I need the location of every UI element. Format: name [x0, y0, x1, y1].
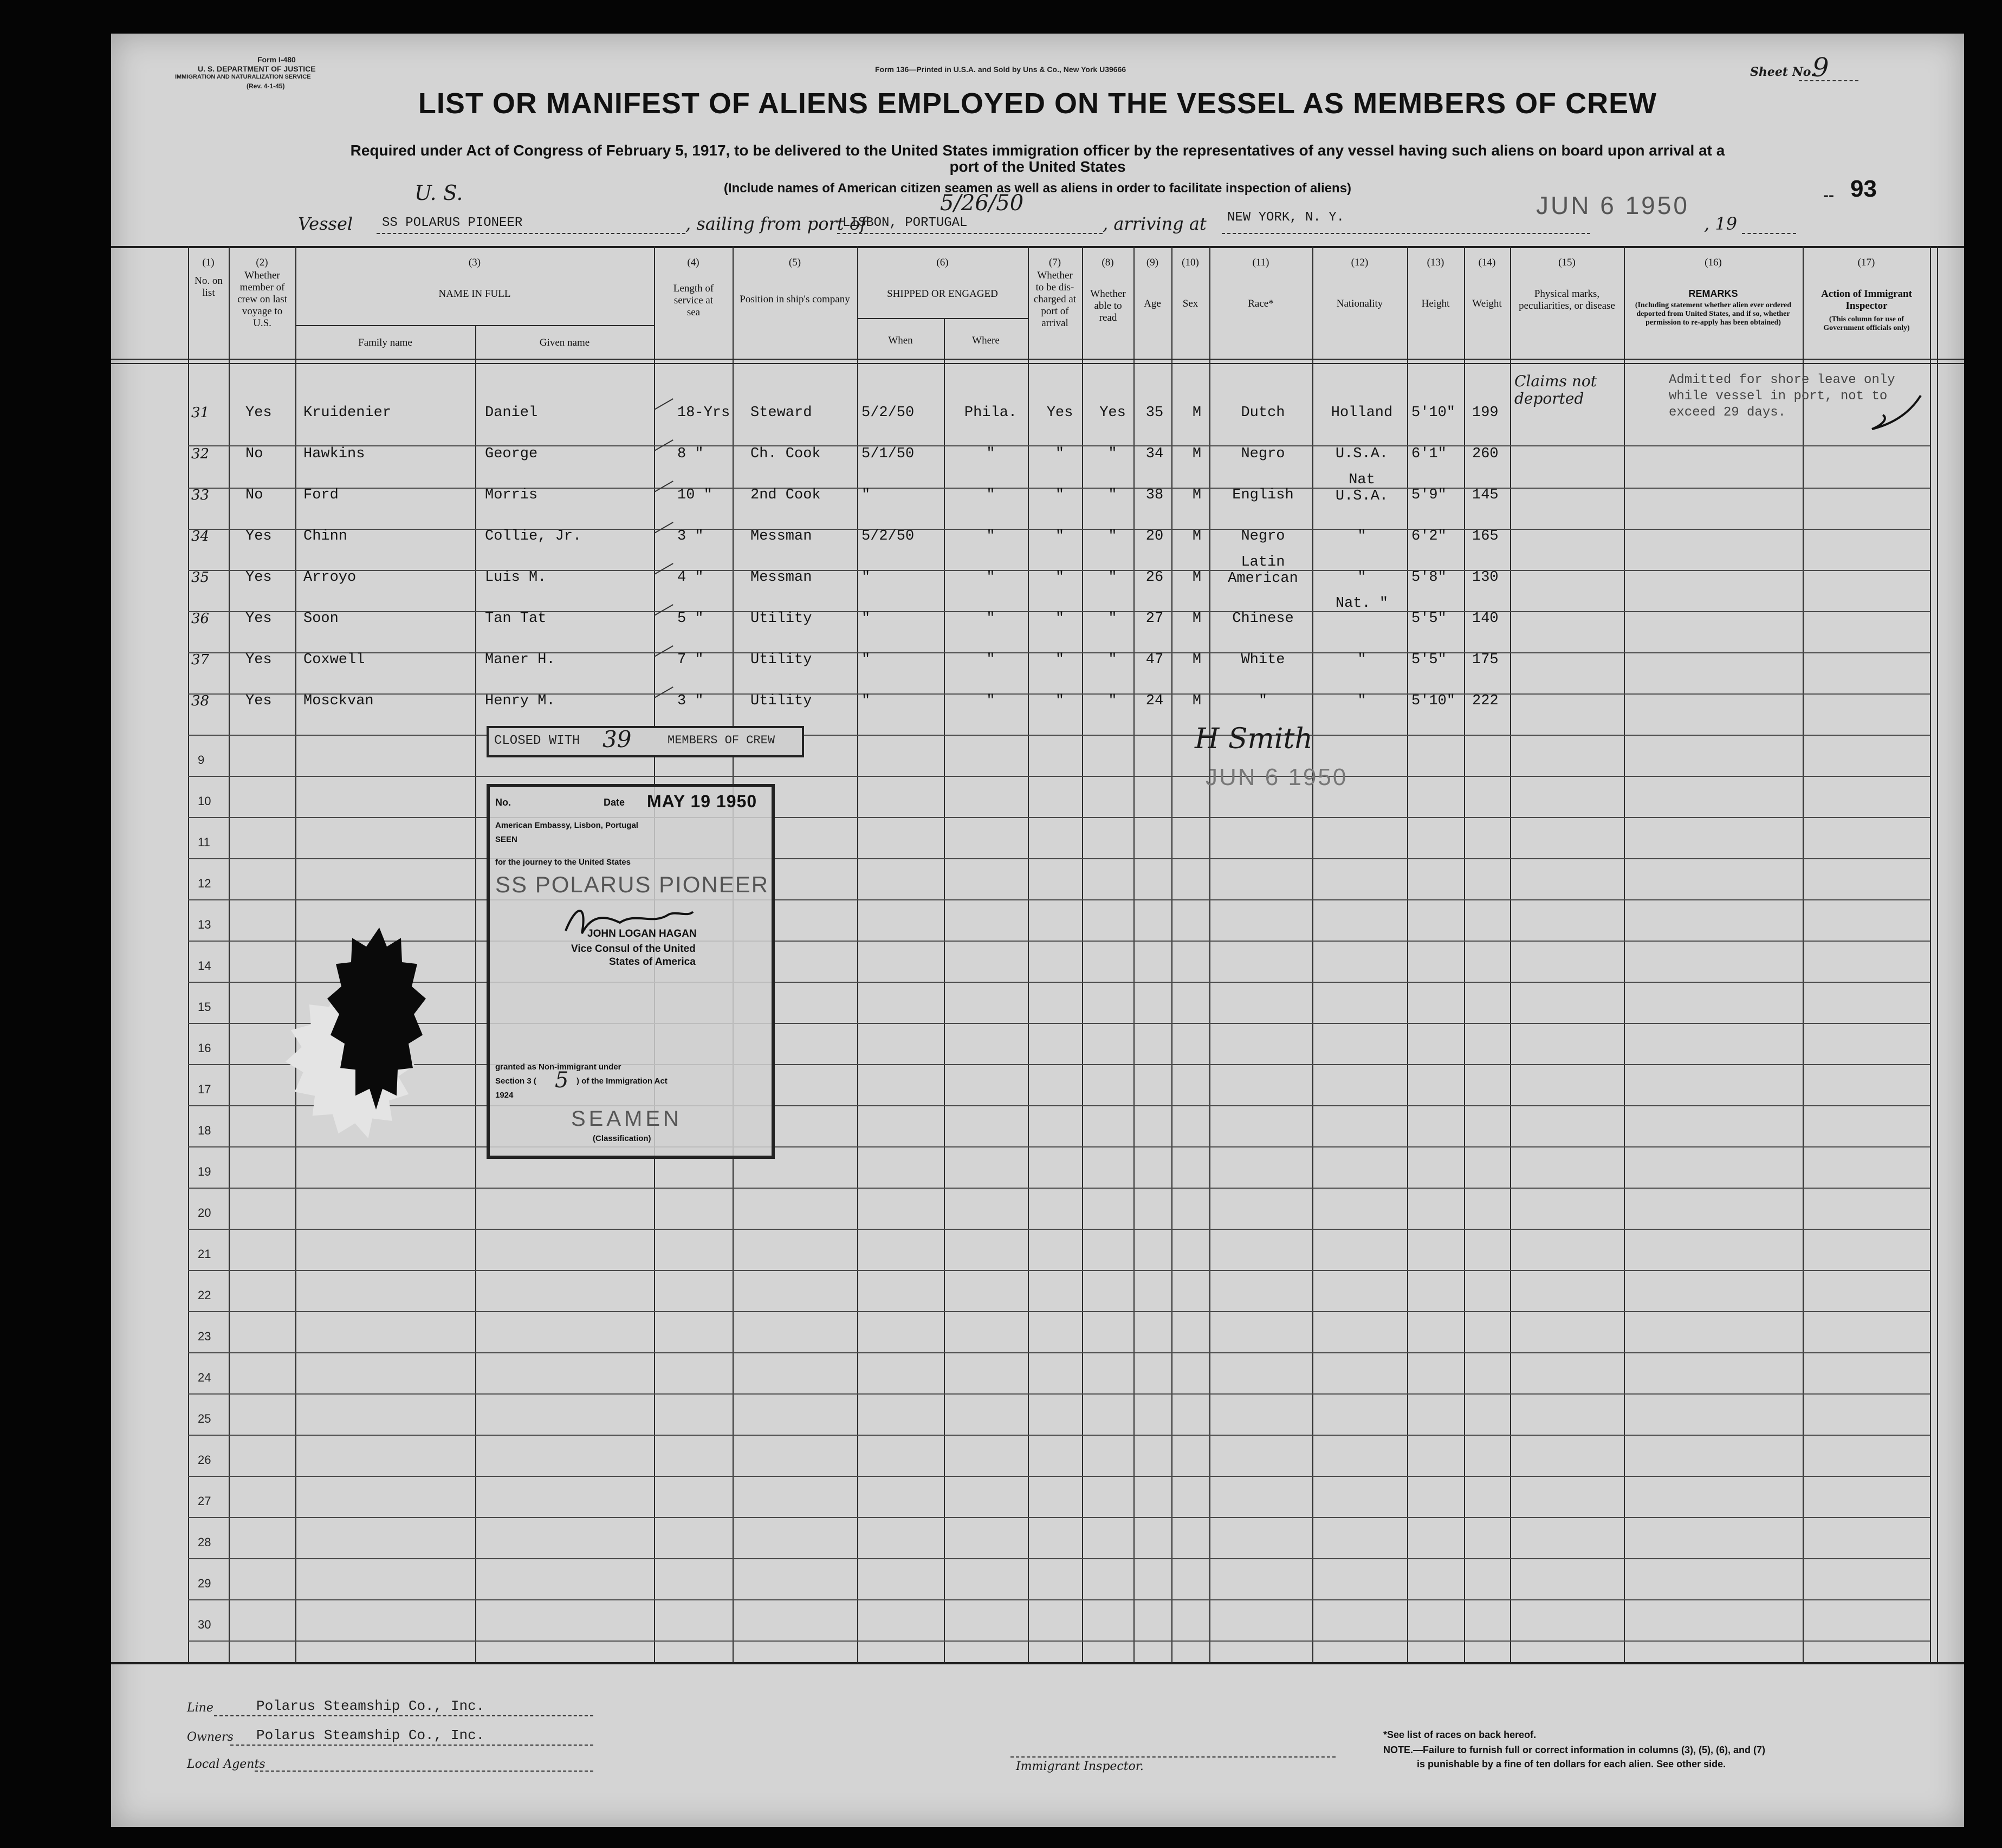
row-number: 34 — [191, 528, 210, 544]
blank-line-number: 23 — [198, 1330, 211, 1343]
nationality-cell: Holland — [1331, 405, 1393, 421]
last-voyage-cell: No — [245, 487, 263, 503]
col-sub-family: Family name — [358, 337, 412, 348]
shipped-when-cell: " — [861, 652, 871, 668]
last-voyage-cell: Yes — [245, 528, 272, 544]
race-cell: " — [1258, 693, 1268, 709]
shipped-where-cell: " — [986, 652, 995, 668]
position-cell: 2nd Cook — [750, 487, 821, 503]
sex-cell: M — [1192, 652, 1202, 668]
blank-line-number: 15 — [198, 1000, 211, 1014]
row-number: 38 — [191, 693, 210, 709]
col-label-7: Whether to be dis-charged at port of arrival — [1033, 270, 1077, 329]
col-num-2: (2) — [256, 257, 268, 268]
footer-note-2: is punishable by a fine of ten dollars for each alien. See other side. — [1417, 1759, 1726, 1769]
nationality-cell: " — [1357, 569, 1366, 586]
able-to-read-cell: " — [1108, 652, 1117, 668]
vessel-name: SS POLARUS PIONEER — [382, 216, 523, 230]
footer-owners-label: Owners — [187, 1730, 234, 1744]
given-name-cell: Maner H. — [485, 652, 555, 668]
form-number: Form I-480 — [257, 55, 296, 64]
family-name-cell: Chinn — [303, 528, 348, 544]
col-label-12: Nationality — [1336, 298, 1383, 309]
shipped-when-cell: 5/2/50 — [861, 528, 915, 544]
nationality-cell: Nat. " — [1335, 595, 1389, 612]
col-note-16: (Including statement whether alien ever ordered deported from United States, and if so, whether permission to re-apply has been obtained) — [1635, 301, 1792, 327]
col-label-8: Whether able to read — [1090, 288, 1126, 323]
col-num-12: (12) — [1351, 257, 1369, 268]
inspector-check-mark — [1867, 391, 1926, 435]
col-num-17: (17) — [1857, 257, 1875, 268]
footer-agents-label: Local Agents — [187, 1758, 265, 1771]
shipped-where-cell: " — [986, 693, 995, 709]
row-number: 32 — [191, 446, 210, 462]
shipped-where-cell: " — [986, 569, 995, 586]
blank-line-number: 30 — [198, 1618, 211, 1631]
discharged-cell: " — [1055, 446, 1065, 462]
stamp-date: MAY 19 1950 — [647, 792, 757, 811]
service-length-cell: 10 " — [677, 487, 712, 503]
row-check-tick — [654, 604, 673, 616]
height-cell: 5'9" — [1411, 487, 1447, 503]
stamp-date-label: Date — [604, 797, 625, 808]
race-cell: Negro — [1241, 528, 1285, 544]
age-cell: 38 — [1145, 487, 1164, 503]
footer-inspector-label: Immigrant Inspector. — [1016, 1760, 1144, 1773]
year-label: , 19 — [1704, 213, 1738, 234]
shipped-where-cell: " — [986, 528, 995, 544]
stamp-vessel: SS POLARUS PIONEER — [495, 872, 769, 897]
closed-with-prefix: CLOSED WITH — [494, 734, 580, 748]
col-num-13: (13) — [1427, 257, 1444, 268]
inspector-signature: H Smith — [1195, 723, 1313, 755]
discharged-cell: " — [1055, 693, 1065, 709]
service-length-cell: 4 " — [677, 569, 704, 586]
blank-line-number: 22 — [198, 1288, 211, 1302]
consul-title-1: Vice Consul of the United — [571, 943, 696, 955]
department: U. S. DEPARTMENT OF JUSTICE — [198, 64, 316, 73]
position-cell: Steward — [750, 405, 812, 421]
col-label-14: Weight — [1472, 298, 1502, 309]
last-voyage-cell: No — [245, 446, 263, 462]
row-number: 35 — [191, 569, 210, 586]
last-voyage-cell: Yes — [245, 693, 272, 709]
signature-date-stamp: JUN 6 1950 — [1206, 764, 1348, 790]
physical-marks-note: Claims not deported — [1514, 372, 1597, 407]
consul-name: JOHN LOGAN HAGAN — [587, 928, 697, 939]
race-cell: English — [1232, 487, 1294, 503]
col-label-11: Race* — [1248, 298, 1274, 309]
able-to-read-cell: Yes — [1099, 405, 1126, 421]
col-label-17: Action of Immigrant Inspector — [1821, 288, 1912, 312]
age-cell: 27 — [1145, 611, 1164, 627]
vessel-label: Vessel — [298, 213, 353, 234]
blank-line-number: 13 — [198, 918, 211, 931]
arriving-label: , arriving at — [1103, 213, 1207, 234]
remarks-line-2: while vessel in port, not to — [1669, 389, 1888, 404]
given-name-cell: Morris — [485, 487, 538, 503]
stamp-no-label: No. — [495, 797, 511, 808]
stamp-classification: SEAMEN — [571, 1107, 682, 1131]
col-label-10: Sex — [1182, 298, 1198, 309]
col-label-16: REMARKS — [1688, 288, 1738, 299]
blank-line-number: 20 — [198, 1206, 211, 1220]
discharged-cell: Yes — [1046, 405, 1073, 421]
discharged-cell: " — [1055, 611, 1065, 627]
given-name-cell: Daniel — [485, 405, 538, 421]
blank-line-number: 12 — [198, 877, 211, 890]
race-cell: White — [1241, 652, 1285, 668]
height-cell: 6'2" — [1411, 528, 1447, 544]
blank-line-number: 24 — [198, 1371, 211, 1384]
last-voyage-cell: Yes — [245, 569, 272, 586]
col-num-14: (14) — [1478, 257, 1496, 268]
position-cell: Utility — [750, 652, 812, 668]
shipped-where-cell: Phila. — [964, 405, 1018, 421]
position-cell: Utility — [750, 693, 812, 709]
consul-title-2: States of America — [609, 956, 696, 968]
family-name-cell: Ford — [303, 487, 339, 503]
weight-cell: 165 — [1472, 528, 1499, 544]
position-cell: Messman — [750, 569, 812, 586]
family-name-cell: Soon — [303, 611, 339, 627]
row-check-tick — [654, 686, 673, 698]
sex-cell: M — [1192, 405, 1202, 421]
blank-line-number: 14 — [198, 959, 211, 972]
sex-cell: M — [1192, 487, 1202, 503]
service-length-cell: 3 " — [677, 693, 704, 709]
col-num-3: (3) — [468, 257, 481, 268]
col-num-6: (6) — [936, 257, 949, 268]
stamp-seen: SEEN — [495, 835, 517, 844]
vessel-note: U. S. — [414, 181, 463, 205]
footer-note-1: NOTE.—Failure to furnish full or correct information in columns (3), (5), (6), and (7) — [1383, 1745, 1766, 1755]
col-num-5: (5) — [788, 257, 801, 268]
blank-line-number: 21 — [198, 1247, 211, 1261]
col-num-1: (1) — [202, 257, 215, 268]
stamp-granted: granted as Non-immigrant under — [495, 1062, 621, 1072]
blank-line-number: 18 — [198, 1124, 211, 1137]
able-to-read-cell: " — [1108, 446, 1117, 462]
age-cell: 35 — [1145, 405, 1164, 421]
printer-line: Form 136—Printed in U.S.A. and Sold by Uns & Co., New York U39666 — [875, 65, 1126, 74]
last-voyage-cell: Yes — [245, 652, 272, 668]
port-from: LISBON, PORTUGAL — [843, 216, 968, 230]
remarks-line-1: Admitted for shore leave only — [1669, 373, 1895, 387]
weight-cell: 145 — [1472, 487, 1499, 503]
blank-line-number: 28 — [198, 1535, 211, 1549]
height-cell: 5'8" — [1411, 569, 1447, 586]
family-name-cell: Arroyo — [303, 569, 357, 586]
blank-line-number: 16 — [198, 1041, 211, 1055]
stamp-section-no: 5 — [555, 1068, 569, 1093]
position-cell: Utility — [750, 611, 812, 627]
blank-line-number: 19 — [198, 1165, 211, 1178]
col-num-8: (8) — [1102, 257, 1114, 268]
embassy-seal — [255, 922, 450, 1150]
col-label-4: Length of service at sea — [673, 283, 714, 318]
nationality-cell: U.S.A. — [1335, 446, 1389, 462]
consular-stamp — [487, 784, 775, 1159]
family-name-cell: Mosckvan — [303, 693, 374, 709]
service-length-cell: 18-Yrs — [677, 405, 730, 421]
family-name-cell: Coxwell — [303, 652, 365, 668]
family-name-cell: Kruidenier — [303, 405, 392, 421]
col-label-13: Height — [1421, 298, 1450, 309]
weight-cell: 140 — [1472, 611, 1499, 627]
weight-cell: 130 — [1472, 569, 1499, 586]
nationality-cell: Nat U.S.A. — [1335, 472, 1389, 504]
col-num-11: (11) — [1252, 257, 1269, 268]
stamp-section-suffix: ) of the Immigration Act — [576, 1077, 668, 1086]
subtitle-note: (Include names of American citizen seamen as well as aliens in order to facilitate inspection of aliens) — [723, 181, 1352, 196]
manifest-sheet — [111, 34, 1964, 1827]
remarks-line-3: exceed 29 days. — [1669, 405, 1786, 420]
row-number: 36 — [191, 611, 210, 627]
blank-line-number: 10 — [198, 794, 211, 808]
footer-owners-value: Polarus Steamship Co., Inc. — [256, 1727, 485, 1743]
last-voyage-cell: Yes — [245, 405, 272, 421]
footer-line-label: Line — [187, 1701, 213, 1715]
sex-cell: M — [1192, 569, 1202, 586]
weight-cell: 199 — [1472, 405, 1499, 421]
height-cell: 5'10" — [1411, 405, 1456, 421]
stamp-embassy: American Embassy, Lisbon, Portugal — [495, 821, 638, 830]
row-check-tick — [654, 398, 673, 410]
service: IMMIGRATION AND NATURALIZATION SERVICE — [175, 74, 311, 80]
discharged-cell: " — [1055, 652, 1065, 668]
date-note: 5/26/50 — [940, 191, 1024, 216]
shipped-when-cell: " — [861, 487, 871, 503]
row-check-tick — [654, 563, 673, 575]
race-cell: Negro — [1241, 446, 1285, 462]
closed-with-suffix: MEMBERS OF CREW — [668, 734, 775, 747]
page-title: LIST OR MANIFEST OF ALIENS EMPLOYED ON THE VESSEL AS MEMBERS OF CREW — [418, 87, 1657, 120]
shipped-when-cell: " — [861, 693, 871, 709]
shipped-when-cell: 5/1/50 — [861, 446, 915, 462]
col-label-3: NAME IN FULL — [438, 288, 511, 300]
sailing-label: , sailing from port of — [685, 213, 866, 234]
position-cell: Ch. Cook — [750, 446, 821, 462]
stamp-classification-label: (Classification) — [593, 1134, 651, 1143]
race-cell: Dutch — [1241, 405, 1285, 421]
row-number: 31 — [191, 405, 210, 421]
nationality-cell: " — [1357, 693, 1366, 709]
arrival-date-stamp: JUN 6 1950 — [1536, 191, 1689, 219]
family-name-cell: Hawkins — [303, 446, 365, 462]
shipped-when-cell: 5/2/50 — [861, 405, 915, 421]
col-label-2: Whether member of crew on last voyage to U.S. — [237, 270, 287, 329]
footer-line-value: Polarus Steamship Co., Inc. — [256, 1698, 485, 1714]
shipped-where-cell: " — [986, 611, 995, 627]
discharged-cell: " — [1055, 528, 1065, 544]
given-name-cell: Tan Tat — [485, 611, 547, 627]
col-sub-given: Given name — [539, 337, 590, 348]
stamp-year: 1924 — [495, 1091, 514, 1100]
age-cell: 20 — [1145, 528, 1164, 544]
sex-cell: M — [1192, 528, 1202, 544]
shipped-when-cell: " — [861, 569, 871, 586]
blank-line-number: 9 — [198, 753, 205, 767]
stamp-journey: for the journey to the United States — [495, 858, 631, 867]
race-cell: Chinese — [1232, 611, 1294, 627]
height-cell: 6'1" — [1411, 446, 1447, 462]
subtitle-line-2: port of the United States — [949, 158, 1126, 175]
row-check-tick — [654, 481, 673, 492]
col-num-7: (7) — [1048, 257, 1061, 268]
age-cell: 26 — [1145, 569, 1164, 586]
sex-cell: M — [1192, 446, 1202, 462]
page-number: 93 — [1850, 176, 1877, 202]
weight-cell: 260 — [1472, 446, 1499, 462]
row-number: 37 — [191, 652, 210, 668]
position-cell: Messman — [750, 528, 812, 544]
discharged-cell: " — [1055, 487, 1065, 503]
age-cell: 24 — [1145, 693, 1164, 709]
service-length-cell: 7 " — [677, 652, 704, 668]
shipped-where-cell: " — [986, 487, 995, 503]
col-note-17: (This column for use of Government officials only) — [1823, 315, 1910, 332]
age-cell: 34 — [1145, 446, 1164, 462]
col-num-9: (9) — [1146, 257, 1159, 268]
blank-line-number: 27 — [198, 1494, 211, 1508]
closed-with-count: 39 — [602, 726, 632, 753]
row-check-tick — [654, 522, 673, 534]
service-length-cell: 5 " — [677, 611, 704, 627]
service-length-cell: 8 " — [677, 446, 704, 462]
given-name-cell: Luis M. — [485, 569, 547, 586]
row-check-tick — [654, 645, 673, 657]
shipped-where-cell: " — [986, 446, 995, 462]
stamp-section-prefix: Section 3 ( — [495, 1077, 536, 1086]
weight-cell: 222 — [1472, 693, 1499, 709]
sex-cell: M — [1192, 611, 1202, 627]
footer-note-races: *See list of races on back hereof. — [1383, 1729, 1537, 1740]
able-to-read-cell: " — [1108, 611, 1117, 627]
col-num-4: (4) — [687, 257, 699, 268]
service-length-cell: 3 " — [677, 528, 704, 544]
revision: (Rev. 4-1-45) — [247, 82, 285, 90]
height-cell: 5'5" — [1411, 611, 1447, 627]
sex-cell: M — [1192, 693, 1202, 709]
col-label-6: SHIPPED OR ENGAGED — [887, 288, 998, 300]
given-name-cell: Collie, Jr. — [485, 528, 582, 544]
given-name-cell: Henry M. — [485, 693, 555, 709]
nationality-cell: " — [1357, 652, 1366, 668]
blank-line-number: 17 — [198, 1082, 211, 1096]
last-voyage-cell: Yes — [245, 611, 272, 627]
height-cell: 5'10" — [1411, 693, 1456, 709]
able-to-read-cell: " — [1108, 528, 1117, 544]
col-sub-when: When — [888, 335, 913, 346]
col-num-15: (15) — [1558, 257, 1576, 268]
closed-with-box — [487, 726, 804, 757]
col-label-1: No. on list — [195, 275, 223, 299]
nationality-cell: " — [1357, 528, 1366, 544]
row-number: 33 — [191, 487, 210, 503]
able-to-read-cell: " — [1108, 487, 1117, 503]
blank-line-number: 26 — [198, 1453, 211, 1467]
port-to: NEW YORK, N. Y. — [1227, 210, 1345, 225]
race-cell: Latin American — [1228, 554, 1298, 587]
col-num-16: (16) — [1705, 257, 1722, 268]
blank-line-number: 25 — [198, 1412, 211, 1425]
col-sub-where: Where — [972, 335, 1000, 346]
col-label-5: Position in ship's company — [740, 294, 850, 305]
able-to-read-cell: " — [1108, 569, 1117, 586]
sheet-label: Sheet No. — [1750, 65, 1815, 79]
given-name-cell: George — [485, 446, 538, 462]
shipped-when-cell: " — [861, 611, 871, 627]
subtitle-line-1: Required under Act of Congress of February 5, 1917, to be delivered to the United States immigration officer by the representatives of any vessel having such aliens on board upon arrival at a — [350, 142, 1725, 159]
dash-mark: -- — [1823, 186, 1834, 204]
height-cell: 5'5" — [1411, 652, 1447, 668]
discharged-cell: " — [1055, 569, 1065, 586]
weight-cell: 175 — [1472, 652, 1499, 668]
blank-line-number: 11 — [198, 835, 210, 849]
col-label-15: Physical marks, peculiarities, or disease — [1519, 288, 1615, 312]
able-to-read-cell: " — [1108, 693, 1117, 709]
blank-line-number: 29 — [198, 1577, 211, 1590]
col-label-9: Age — [1144, 298, 1161, 309]
col-num-10: (10) — [1182, 257, 1199, 268]
sheet-number: 9 — [1812, 53, 1829, 83]
age-cell: 47 — [1145, 652, 1164, 668]
